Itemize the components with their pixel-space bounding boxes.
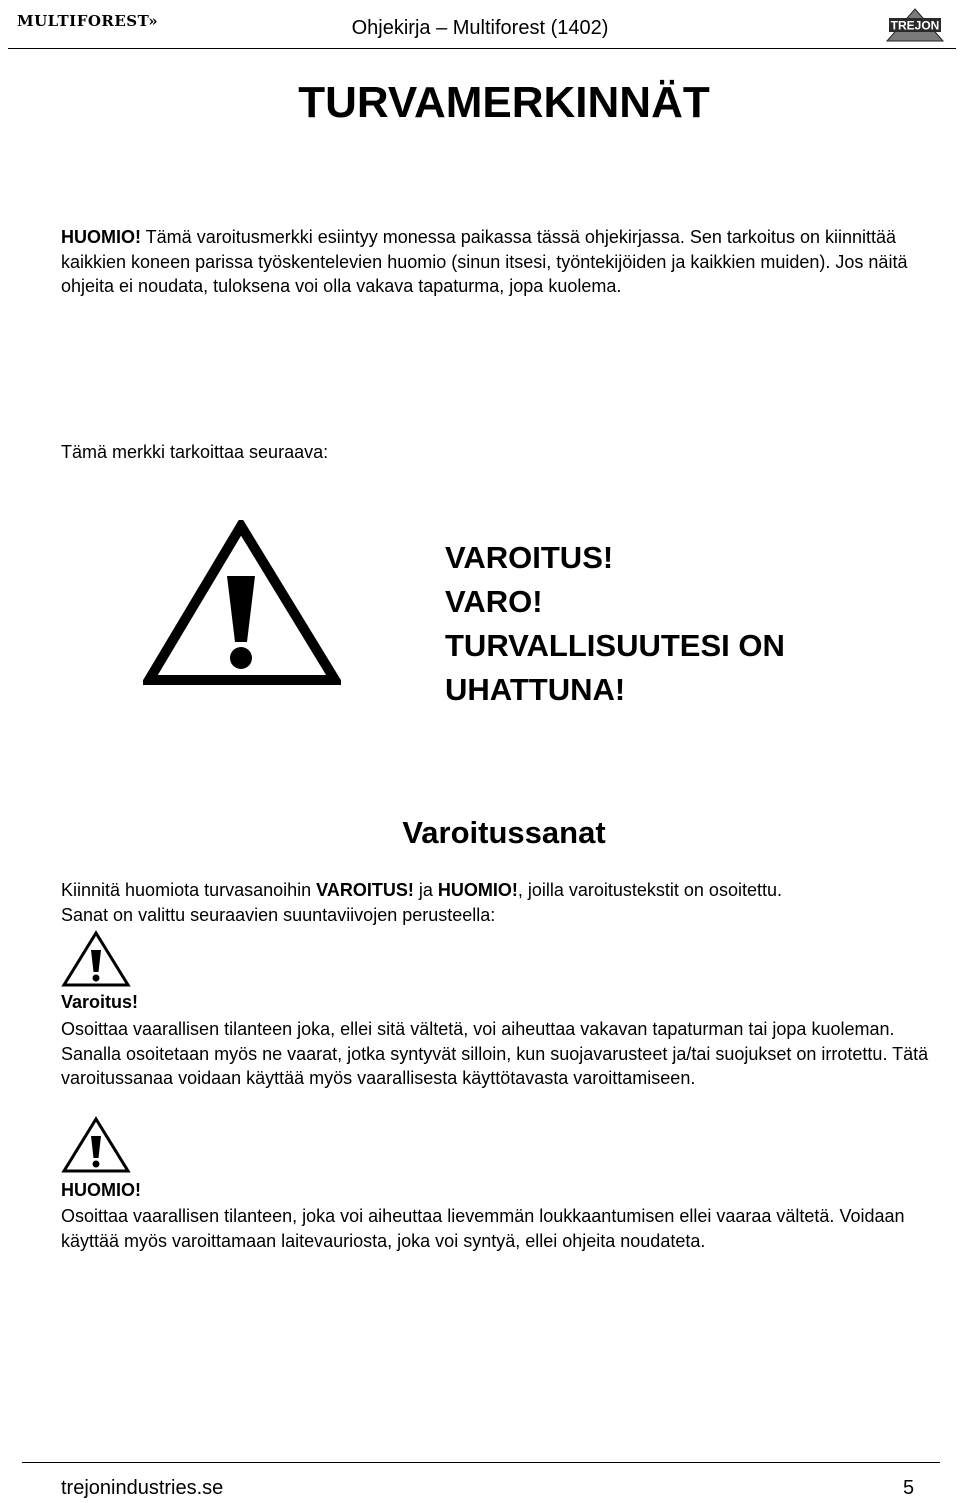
warning-label: Varoitus! [61, 992, 139, 1012]
signal-words-line1 [61, 878, 946, 903]
signal-words-line2: Sanat on valittu seuraavien suuntaviivojen perusteella: [61, 904, 496, 925]
signal-words-part1: Kiinnitä huomiota turvasanoihin [61, 880, 317, 900]
warning-description: Osoittaa vaarallisen tilanteen joka, ellei sitä vältetä, voi aiheuttaa vakavan tapaturman tai jopa kuoleman. Sanalla osoitetaan myös ne vaarat, jotka syntyvät silloin, kun suojavarusteet ja/tai suojukset on irrotettu. Tätä varoitussanaa voidaan käyttää myös vaarallisesta käyttötavasta varoittamiseen. [61, 1019, 929, 1088]
page-header [0, 0, 960, 52]
warning-words [445, 536, 785, 712]
warning-triangle-icon [143, 520, 341, 686]
signal-words-paragraph [61, 878, 946, 927]
footer-divider [22, 1462, 940, 1463]
signal-word-varoitus: VAROITUS! [316, 880, 414, 900]
trejon-logo-text: TREJON [890, 18, 940, 33]
trejon-logo [885, 8, 945, 42]
signal-words-part2: ja [413, 880, 438, 900]
warning-word-varo: VARO! [445, 584, 543, 619]
page-number: 5 [903, 1477, 915, 1499]
intro-prefix: HUOMIO! [61, 227, 141, 247]
caution-description: Osoittaa vaarallisen tilanteen, joka voi aiheuttaa lievemmän loukkaantumisen ellei vaaraa vältetä. Voidaan käyttää myös varoittamaan laitevauriosta, joka voi syntyä, ellei ohjeita noudateta. [61, 1206, 905, 1251]
sign-meaning-text: Tämä merkki tarkoittaa seuraava: [61, 442, 329, 462]
signal-word-huomio: HUOMIO! [437, 880, 518, 900]
warning-word-uhattuna: UHATTUNA! [445, 672, 626, 707]
page-title: TURVAMERKINNÄT [298, 78, 710, 127]
multiforest-logo: MULTIFOREST» [17, 12, 159, 30]
header-divider [8, 48, 956, 49]
warning-small-icon [61, 930, 131, 988]
caution-small-icon [61, 1116, 131, 1174]
caution-label: HUOMIO! [61, 1180, 141, 1200]
footer-website: trejonindustries.se [61, 1477, 224, 1499]
signal-words-part3: , joilla varoitustekstit on osoitettu. [517, 880, 782, 900]
intro-text: Tämä varoitusmerkki esiintyy monessa paikassa tässä ohjekirjassa. Sen tarkoitus on kiinnittää kaikkien koneen parissa työskentelevien huomio (sinun itsesi, työntekijöiden ja kaikkien muiden). Jos näitä ohjeita ei noudata, tuloksena voi olla vakava tapaturma, jopa kuolema. [61, 227, 908, 296]
section-title: Varoitussanat [402, 815, 606, 850]
warning-word-varoitus: VAROITUS! [445, 540, 614, 575]
header-title: Ohjekirja – Multiforest (1402) [351, 17, 609, 39]
intro-paragraph [61, 225, 946, 299]
warning-word-turvallisuutesi: TURVALLISUUTESI ON [445, 628, 785, 663]
